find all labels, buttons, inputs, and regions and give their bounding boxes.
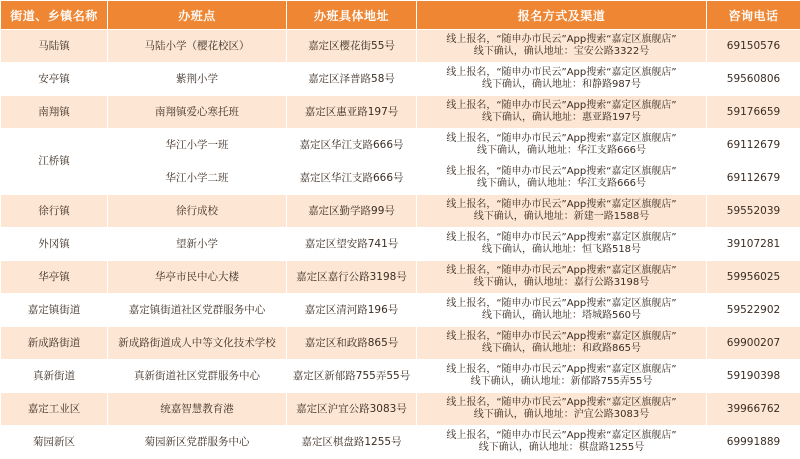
header-town: 街道、乡镇名称 xyxy=(1,1,108,30)
channel-online: 线上报名，“随申办市民云”App搜索“嘉定区旗舰店” xyxy=(446,330,677,342)
phone-cell: 39966762 xyxy=(707,393,800,426)
town-cell: 江桥镇 xyxy=(1,129,108,195)
table-row xyxy=(1,96,800,129)
table-row xyxy=(1,195,800,228)
phone-cell: 59522902 xyxy=(707,294,800,327)
channel-cell xyxy=(417,96,707,129)
channel-offline: 线下确认，确认地址：华江支路666号 xyxy=(476,145,647,156)
channel-cell xyxy=(417,162,707,195)
table-row xyxy=(1,327,800,360)
site-cell: 紫荆小学 xyxy=(108,63,287,96)
town-cell: 安亭镇 xyxy=(1,63,108,96)
site-cell: 华亭市民中心大楼 xyxy=(108,261,287,294)
channel-offline: 线下确认，确认地址：新建一路1588号 xyxy=(473,211,650,222)
address-cell: 嘉定区惠亚路197号 xyxy=(287,96,417,129)
table-row xyxy=(1,261,800,294)
table-row xyxy=(1,294,800,327)
channel-online: 线上报名，“随申办市民云”App搜索“嘉定区旗舰店” xyxy=(446,297,677,309)
town-cell: 徐行镇 xyxy=(1,195,108,228)
channel-online: 线上报名，“随申办市民云”App搜索“嘉定区旗舰店” xyxy=(446,33,677,45)
channel-online: 线上报名，“随申办市民云”App搜索“嘉定区旗舰店” xyxy=(446,66,677,78)
channel-offline: 线下确认，确认地址：惠亚路197号 xyxy=(481,112,642,123)
phone-cell: 39107281 xyxy=(707,228,800,261)
phone-cell: 69112679 xyxy=(707,162,800,195)
table-row xyxy=(1,63,800,96)
address-cell: 嘉定区勤学路99号 xyxy=(287,195,417,228)
site-cell: 马陆小学（樱花校区） xyxy=(108,30,287,63)
table-row xyxy=(1,393,800,426)
phone-cell: 59956025 xyxy=(707,261,800,294)
channel-offline: 线下确认，确认地址：恒飞路518号 xyxy=(481,244,642,255)
table-row xyxy=(1,360,800,393)
table-row xyxy=(1,426,800,459)
address-cell: 嘉定区望安路741号 xyxy=(287,228,417,261)
channel-cell xyxy=(417,228,707,261)
channel-cell xyxy=(417,129,707,162)
address-cell: 嘉定区沪宜公路3083号 xyxy=(287,393,417,426)
phone-cell: 59560806 xyxy=(707,63,800,96)
channel-offline: 线下确认，确认地址：宝安公路3322号 xyxy=(473,46,650,57)
channel-cell xyxy=(417,195,707,228)
channel-offline: 线下确认，确认地址：和静路987号 xyxy=(481,79,642,90)
table-row xyxy=(1,30,800,63)
town-cell: 菊园新区 xyxy=(1,426,108,459)
town-cell: 真新街道 xyxy=(1,360,108,393)
address-cell: 嘉定区泽普路58号 xyxy=(287,63,417,96)
phone-cell: 69991889 xyxy=(707,426,800,459)
channel-online: 线上报名，“随申办市民云”App搜索“嘉定区旗舰店” xyxy=(446,99,677,111)
channel-offline: 线下确认，确认地址：塔城路560号 xyxy=(481,310,642,321)
table-header-row xyxy=(1,1,800,30)
address-cell: 嘉定区新郁路755弄55号 xyxy=(287,360,417,393)
channel-online: 线上报名，“随申办市民云”App搜索“嘉定区旗舰店” xyxy=(446,231,677,243)
channel-online: 线上报名，“随申办市民云”App搜索“嘉定区旗舰店” xyxy=(446,264,677,276)
address-cell: 嘉定区清河路196号 xyxy=(287,294,417,327)
channel-offline: 线下确认，确认地址：新郁路755弄55号 xyxy=(470,376,653,387)
header-phone: 咨询电话 xyxy=(707,1,800,30)
phone-cell: 59552039 xyxy=(707,195,800,228)
channel-cell xyxy=(417,63,707,96)
channel-online: 线上报名，“随申办市民云”App搜索“嘉定区旗舰店” xyxy=(446,198,677,210)
table-row xyxy=(1,129,800,162)
site-cell: 菊园新区党群服务中心 xyxy=(108,426,287,459)
site-cell: 新成路街道成人中等文化技术学校 xyxy=(108,327,287,360)
town-cell: 嘉定工业区 xyxy=(1,393,108,426)
town-cell: 马陆镇 xyxy=(1,30,108,63)
site-cell: 南翔镇爱心寒托班 xyxy=(108,96,287,129)
address-cell: 嘉定区华江支路666号 xyxy=(287,129,417,162)
channel-cell xyxy=(417,261,707,294)
site-cell: 真新街道社区党群服务中心 xyxy=(108,360,287,393)
channel-online: 线上报名，“随申办市民云”App搜索“嘉定区旗舰店” xyxy=(446,165,677,177)
header-address: 办班具体地址 xyxy=(287,1,417,30)
address-cell: 嘉定区和政路865号 xyxy=(287,327,417,360)
header-channel: 报名方式及渠道 xyxy=(417,1,707,30)
channel-online: 线上报名，“随申办市民云”App搜索“嘉定区旗舰店” xyxy=(446,429,677,441)
channel-cell xyxy=(417,294,707,327)
channel-online: 线上报名，“随申办市民云”App搜索“嘉定区旗舰店” xyxy=(446,396,677,408)
phone-cell: 59190398 xyxy=(707,360,800,393)
channel-cell xyxy=(417,360,707,393)
address-cell: 嘉定区棋盘路1255号 xyxy=(287,426,417,459)
channel-cell xyxy=(417,426,707,459)
address-cell: 嘉定区华江支路666号 xyxy=(287,162,417,195)
site-cell: 统嘉智慧教育港 xyxy=(108,393,287,426)
address-cell: 嘉定区嘉行公路3198号 xyxy=(287,261,417,294)
channel-online: 线上报名，“随申办市民云”App搜索“嘉定区旗舰店” xyxy=(446,132,677,144)
table-row xyxy=(1,162,800,195)
site-cell: 望新小学 xyxy=(108,228,287,261)
town-cell: 嘉定镇街道 xyxy=(1,294,108,327)
channel-cell xyxy=(417,30,707,63)
channel-offline: 线下确认，确认地址：沪宜公路3083号 xyxy=(473,409,650,420)
phone-cell: 59176659 xyxy=(707,96,800,129)
table-row xyxy=(1,228,800,261)
phone-cell: 69150576 xyxy=(707,30,800,63)
channel-online: 线上报名，“随申办市民云”App搜索“嘉定区旗舰店” xyxy=(446,363,677,375)
channel-offline: 线下确认，确认地址：华江支路666号 xyxy=(476,178,647,189)
channel-cell xyxy=(417,393,707,426)
site-cell: 徐行成校 xyxy=(108,195,287,228)
channel-offline: 线下确认，确认地址：棋盘路1255号 xyxy=(478,442,645,453)
town-cell: 新成路街道 xyxy=(1,327,108,360)
site-cell: 华江小学二班 xyxy=(108,162,287,195)
phone-cell: 69112679 xyxy=(707,129,800,162)
channel-cell xyxy=(417,327,707,360)
address-cell: 嘉定区樱花街55号 xyxy=(287,30,417,63)
channel-offline: 线下确认，确认地址：嘉行公路3198号 xyxy=(473,277,650,288)
site-cell: 嘉定镇街道社区党群服务中心 xyxy=(108,294,287,327)
town-cell: 外冈镇 xyxy=(1,228,108,261)
town-cell: 南翔镇 xyxy=(1,96,108,129)
town-cell: 华亭镇 xyxy=(1,261,108,294)
channel-offline: 线下确认，确认地址：和政路865号 xyxy=(481,343,642,354)
phone-cell: 69900207 xyxy=(707,327,800,360)
site-cell: 华江小学一班 xyxy=(108,129,287,162)
header-site: 办班点 xyxy=(108,1,287,30)
